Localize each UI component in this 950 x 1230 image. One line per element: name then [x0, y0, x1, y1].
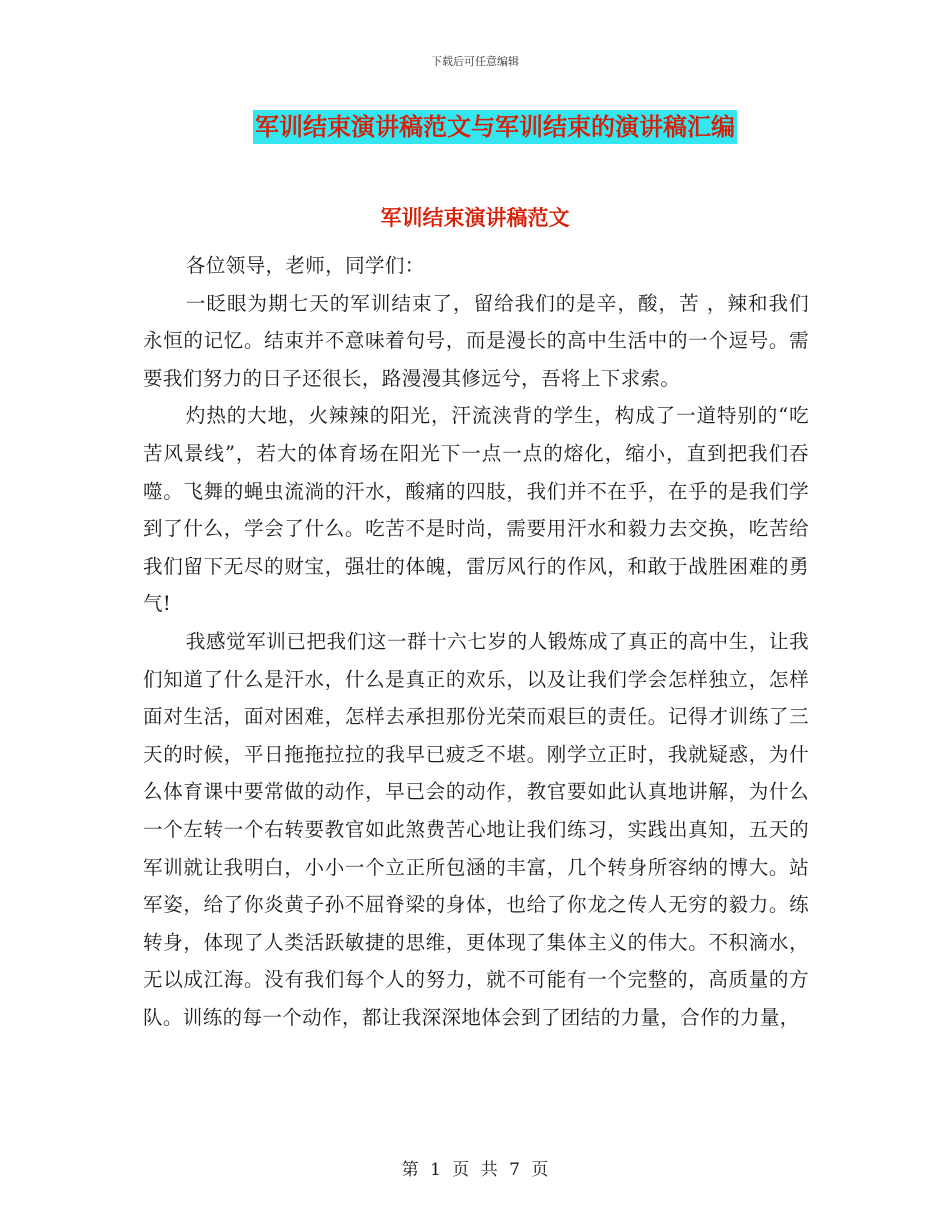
document-title: 军训结束演讲稿范文与军训结束的演讲稿汇编 [253, 110, 737, 144]
document-title-container [0, 110, 950, 144]
paragraph-2: 灼热的大地，火辣辣的阳光，汗流浃背的学生，构成了一道特别的“吃苦风景线”，若大的体育场在阳光下一点一点的熔化，缩小，直到把我们吞噬。飞舞的蝇虫流淌的汗水，酸痛的四肢，我们并不在乎，在乎的是我们学到了什么，学会了什么。吃苦不是时尚，需要用汗水和毅力去交换，吃苦给我们留下无尽的财宝，强壮的体魄，雷厉风行的作风，和敢于战胜困难的勇气! [143, 404, 809, 616]
paragraph-3: 我感觉军训已把我们这一群十六七岁的人锻炼成了真正的高中生，让我们知道了什么是汗水，什么是真正的欢乐，以及让我们学会怎样独立，怎样面对生活，面对困难，怎样去承担那份光荣而艰巨的责任。记得才训练了三天的时候，平日拖拖拉拉的我早已疲乏不堪。刚学立正时，我就疑惑，为什么体育课中要常做的动作，早已会的动作，教官要如此认真地讲解，为什么一个左转一个右转要教官如此煞费苦心地让我们练习，实践出真知，五天的军训就让我明白，小小一个立正所包涵的丰富，几个转身所容纳的博大。站军姿，给了你炎黄子孙不屈脊梁的身体，也给了你龙之传人无穷的毅力。练转身，体现了人类活跃敏捷的思维，更体现了集体主义的伟大。不积滴水，无以成江海。没有我们每个人的努力，就不可能有一个完整的，高质量的方队。训练的每一个动作，都让我深深地体会到了团结的力量，合作的力量， [143, 629, 809, 1029]
page-footer-page-number: 第 1 页 共 7 页 [401, 1160, 549, 1180]
page-header-note: 下载后可任意编辑 [431, 55, 519, 68]
document-body [143, 247, 809, 1036]
paragraph-1: 一眨眼为期七天的军训结束了，留给我们的是辛，酸，苦 ，辣和我们永恒的记忆。结束并不意味着句号，而是漫长的高中生活中的一个逗号。需要我们努力的日子还很长，路漫漫其修远兮，吾将上下求索。 [143, 291, 809, 390]
section-subtitle: 军训结束演讲稿范文 [380, 205, 570, 230]
greeting-line: 各位领导，老师，同学们： [185, 254, 425, 277]
